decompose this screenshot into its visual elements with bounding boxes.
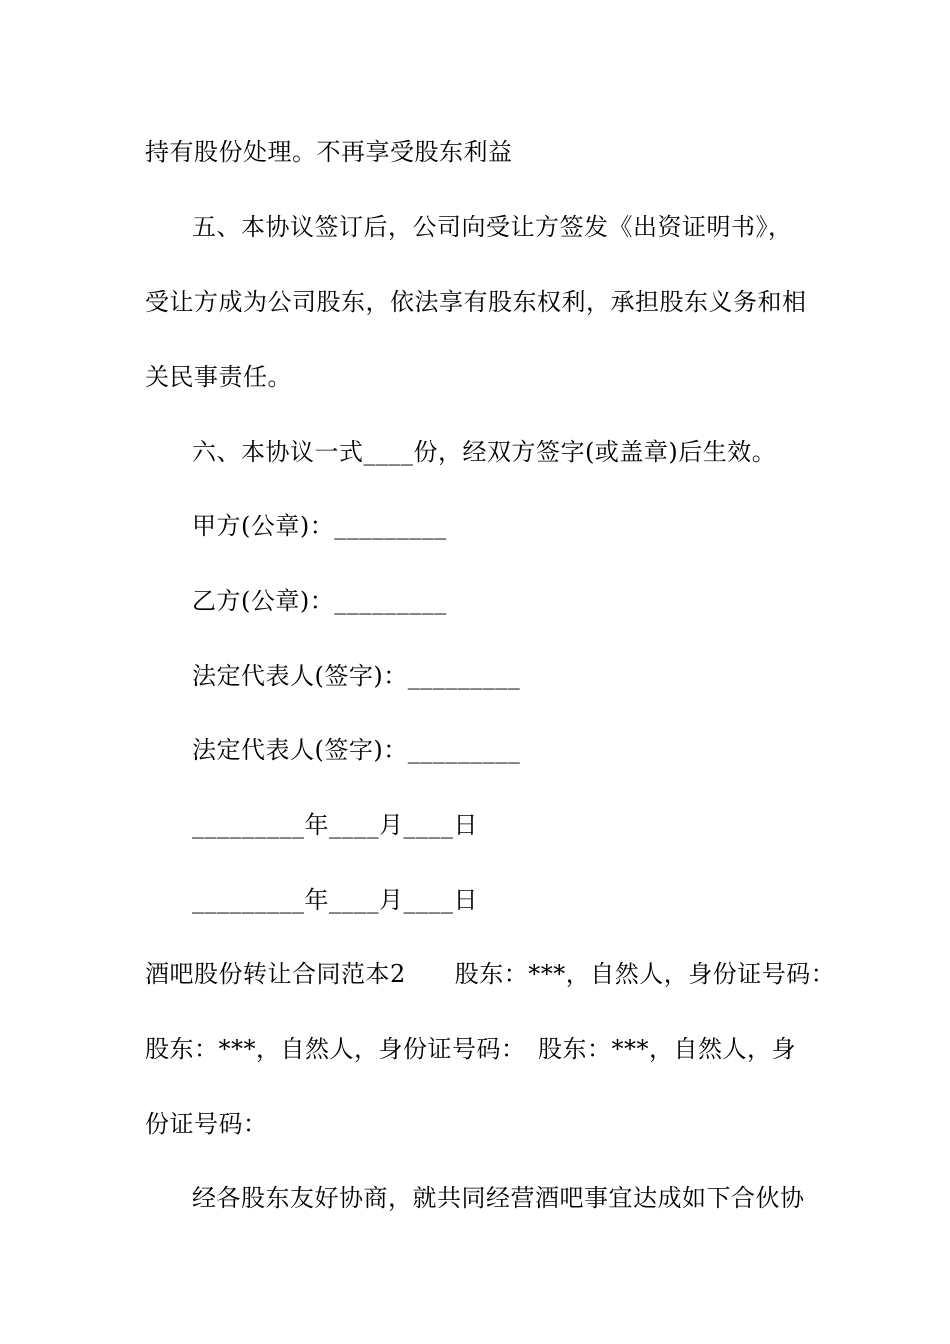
clause-5-line-3: 关民事责任。 — [145, 363, 292, 391]
legal-rep-signature-2: 法定代表人(签字)：_________ — [192, 736, 521, 764]
date-line-2: _________年____月____日 — [192, 886, 478, 914]
clause-5-line-2: 受让方成为公司股东，依法享有股东权利，承担股东义务和相 — [145, 288, 807, 316]
text-line-1: 持有股份处理。不再享受股东利益 — [145, 138, 513, 166]
shareholders-line: 股东：***，自然人，身份证号码： 股东：***，自然人，身 — [145, 1035, 796, 1063]
template-2-heading: 酒吧股份转让合同范本2 股东：***，自然人，身份证号码： — [145, 960, 836, 988]
clause-5-line-1: 五、本协议签订后，公司向受让方签发《出资证明书》， — [192, 213, 793, 241]
shareholders-line-cont: 份证号码： — [145, 1110, 268, 1138]
agreement-intro: 经各股东友好协商，就共同经营酒吧事宜达成如下合伙协 — [192, 1184, 805, 1212]
clause-6: 六、本协议一式____份，经双方签字(或盖章)后生效。 — [192, 438, 777, 466]
date-line-1: _________年____月____日 — [192, 811, 478, 839]
party-b-seal: 乙方(公章)：_________ — [192, 587, 447, 615]
legal-rep-signature-1: 法定代表人(签字)：_________ — [192, 662, 521, 690]
party-a-seal: 甲方(公章)：_________ — [192, 512, 447, 540]
